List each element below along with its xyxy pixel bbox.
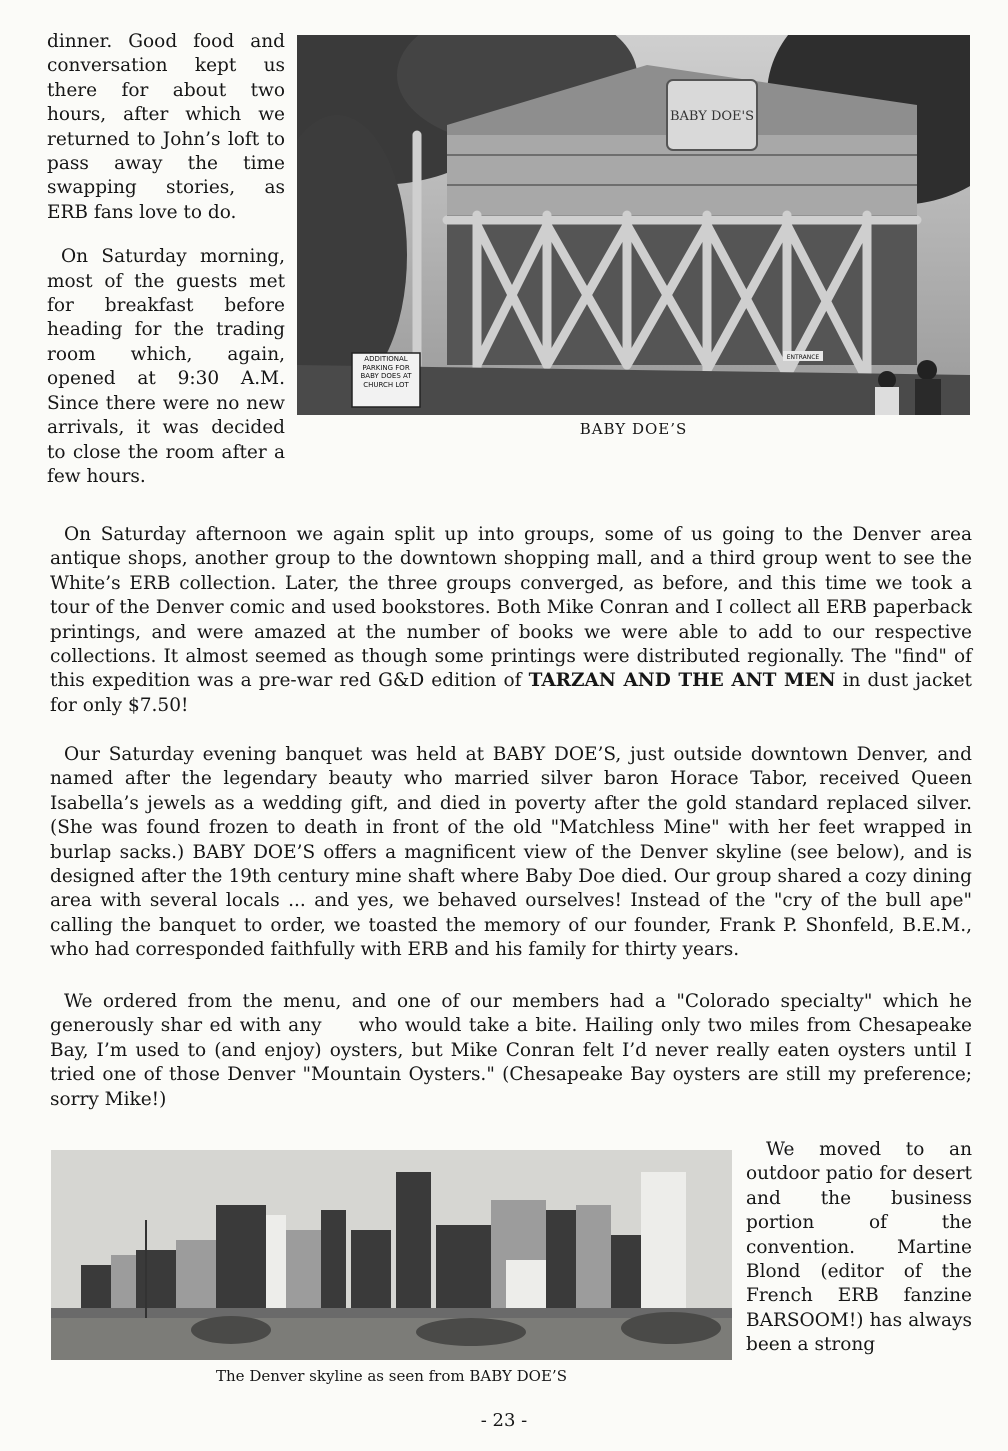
photo-caption: The Denver skyline as seen from BABY DOE’S — [216, 1367, 567, 1385]
entrance-sign: ENTRANCE — [786, 354, 820, 361]
book-title: TARZAN AND THE ANT MEN — [528, 670, 836, 692]
right-text-column — [746, 1138, 972, 1358]
body-paragraph-2 — [50, 743, 972, 963]
paragraph-text: We ordered from the menu, and one of our members had a "Colorado specialty" which he generously shar ed with any who would take a bite. Hailing only two miles from Chesapeake Bay, I’m used to (and enjoy) oysters, but Mike Conran felt I’d never really eaten oysters until I tried one of those Denver "Mountain Oysters." (Chesapeake Bay oysters are still my preference; sorry Mike!) — [50, 991, 978, 1110]
page-number: - 23 - — [480, 1410, 528, 1431]
photo-caption: BABY DOE’S — [579, 420, 688, 438]
baby-does-photo — [297, 35, 970, 415]
body-paragraph-1 — [50, 523, 972, 718]
denver-skyline-photo — [51, 1150, 732, 1360]
left-text-column — [47, 30, 285, 509]
paragraph-text: On Saturday afternoon we again split up into groups, some of us going to the Denver area antique shops, another group to the downtown shopping mall, and a third group went to see the White’s ERB collection. Later, the three groups converged, as before, and this time we took a tour of the Denver comic and used bookstores. Both Mike Conran and I collect all ERB paperback printings, and were amazed at the number of books we were able to add to our respective collections. It almost seemed as though some printings were distributed regionally. The "find" of this expedition was a pre-war red G&D edition of — [50, 524, 972, 692]
paragraph: dinner. Good food and conversation kept us there for about two hours, after which we returned to John’s loft to pass away the time swapping stories, as ERB fans love to do. — [47, 31, 285, 223]
paragraph: On Saturday morning, most of the guests met for breakfast before heading for the trading room which, again, opened at 9:30 A.M. Since there were no new arrivals, it was decided to close the room after a few hours. — [47, 246, 285, 487]
parking-sign: ADDITIONAL PARKING FOR BABY DOES AT CHURCH LOT — [360, 355, 412, 389]
paragraph-text: in dust jacket for only $7.50! — [50, 670, 972, 716]
paragraph-text: Our Saturday evening banquet was held at BABY DOE’S, just outside downtown Denver, and named after the legendary beauty who married silver baron Horace Tabor, received Queen Isabella’s jewels as a wedding gift, and died in poverty after the gold standard replaced silver. (She was found frozen to death in front of the old "Matchless Mine" with her feet wrapped in burlap sacks.) BABY DOE’S offers a magnificent view of the Denver skyline (see below), and is designed after the 19th century mine shaft where Baby Doe died. Our group shared a cozy dining area with several locals ... and yes, we behaved ourselves! Instead of the "cry of the bull ape" calling the banquet to order, we toasted the memory of our founder, Frank P. Shonfeld, B.E.M., who had corresponded faithfully with ERB and his family for thirty years. — [50, 744, 972, 961]
body-paragraph-3 — [50, 990, 978, 1112]
building-sign: BABY DOE'S — [669, 109, 755, 124]
paragraph: We moved to an outdoor patio for desert and the business portion of the convention. Martine Blond (editor of the French ERB fanzine BARSOOM!) has always been a strong — [746, 1139, 972, 1356]
